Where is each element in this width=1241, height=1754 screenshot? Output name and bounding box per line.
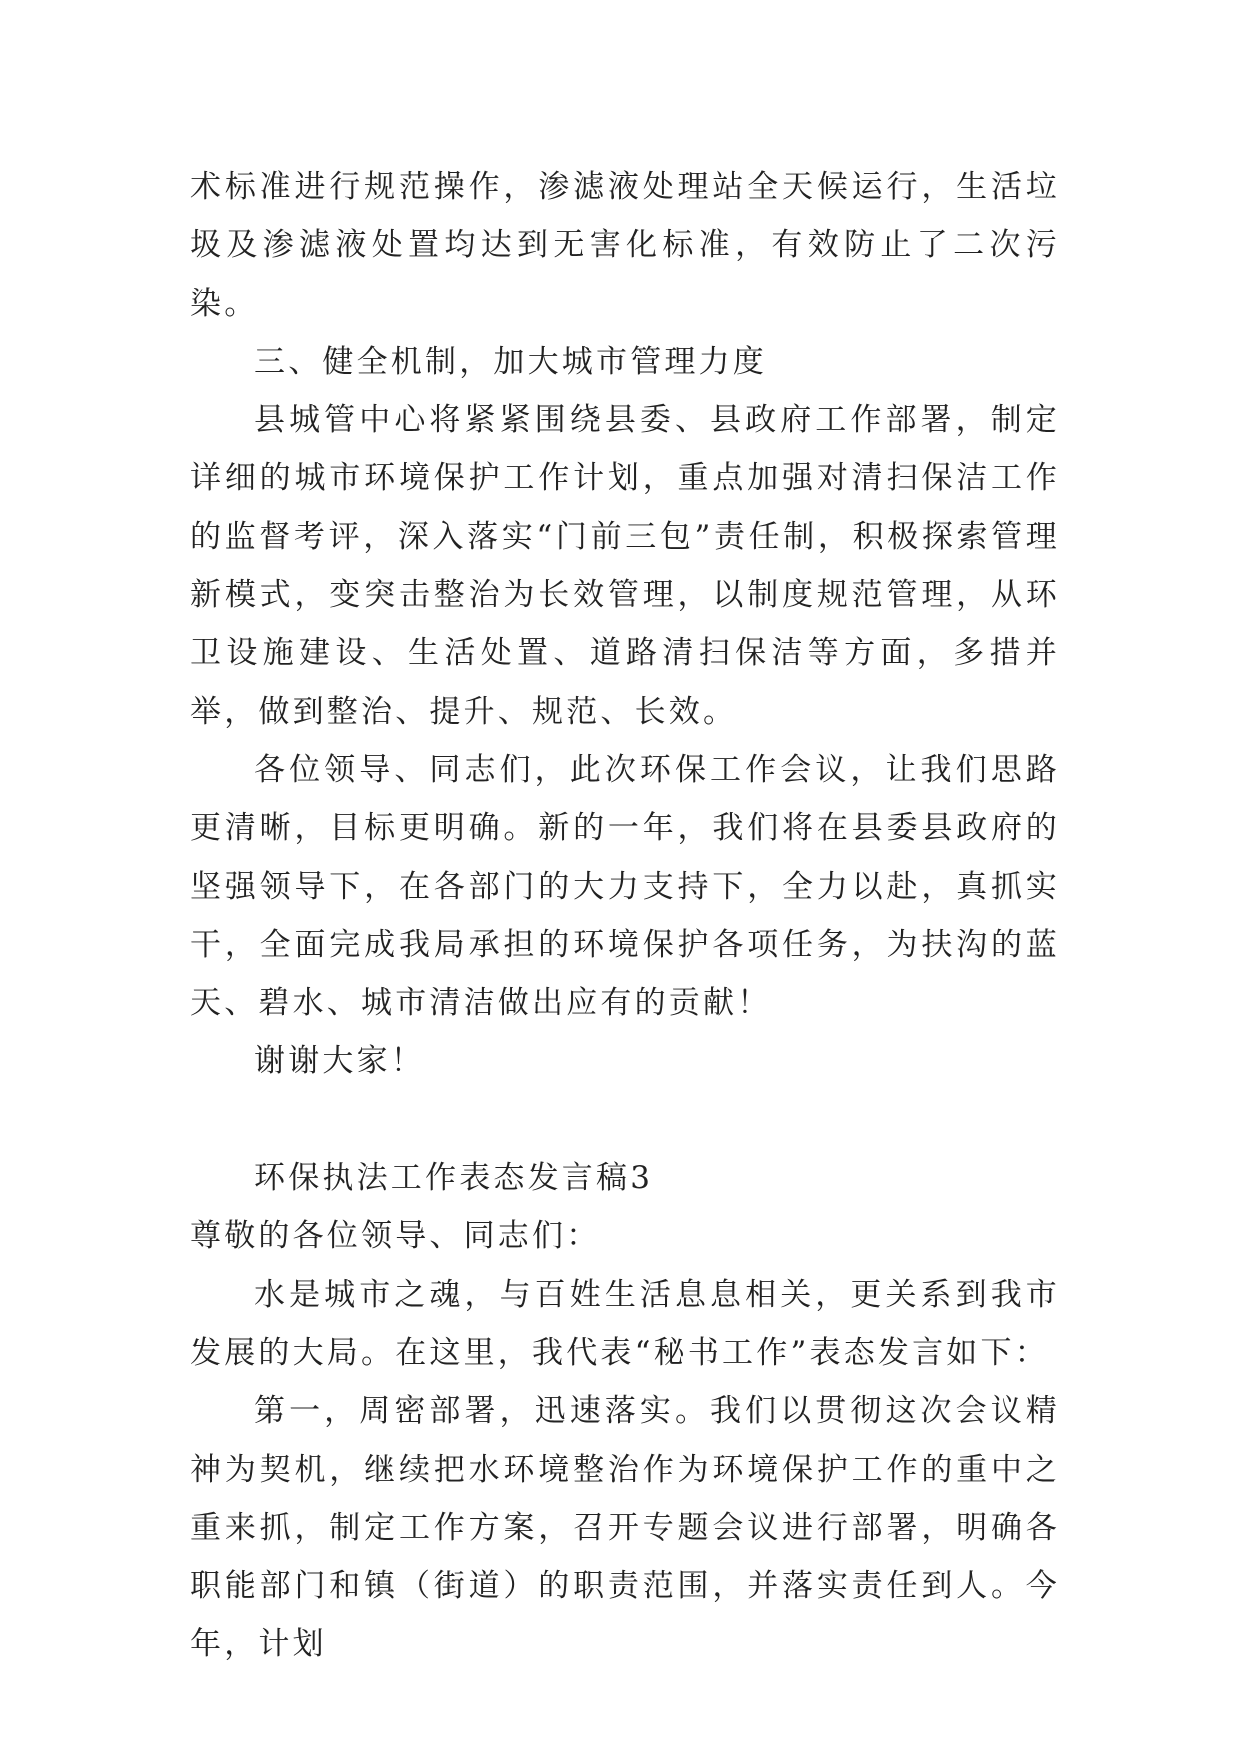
salutation: 尊敬的各位领导、同志们： <box>190 1218 601 1255</box>
paragraph: 各位领导、同志们，此次环保工作会议，让我们思路更清晰，目标更明确。新的一年，我们将在县委县政府的坚强领导下，在各部门的大力支持下，全力以赴，真抓实干，全面完成我局承担的环境保护各项任务，为扶沟的蓝天、碧水、城市清洁做出应有的贡献！ <box>190 751 1060 1022</box>
section-heading: 三、健全机制，加大城市管理力度 <box>254 343 767 380</box>
paragraph: 第一，周密部署，迅速落实。我们以贯彻这次会议精神为契机，继续把水环境整治作为环境保护工作的重中之重来抓，制定工作方案，召开专题会议进行部署，明确各职能部门和镇（街道）的职责范围，并落实责任到人。今年，计划 <box>190 1393 1060 1663</box>
paragraph: 水是城市之魂，与百姓生活息息相关，更关系到我市发展的大局。在这里，我代表“秘书工作”表态发言如下： <box>190 1276 1060 1371</box>
section-title: 环保执法工作表态发言稿3 <box>254 1160 654 1197</box>
closing-thanks: 谢谢大家！ <box>254 1043 425 1080</box>
blank-line <box>190 1091 1060 1149</box>
paragraph: 术标准进行规范操作，渗滤液处理站全天候运行，生活垃圾及渗滤液处置均达到无害化标准，有效防止了二次污染。 <box>190 169 1060 322</box>
document-body <box>190 158 1060 1674</box>
paragraph: 县城管中心将紧紧围绕县委、县政府工作部署，制定详细的城市环境保护工作计划，重点加强对清扫保洁工作的监督考评，深入落实“门前三包”责任制，积极探索管理新模式，变突击整治为长效管理，以制度规范管理，从环卫设施建设、生活处置、道路清扫保洁等方面，多措并举，做到整治、提升、规范、长效。 <box>190 402 1060 730</box>
